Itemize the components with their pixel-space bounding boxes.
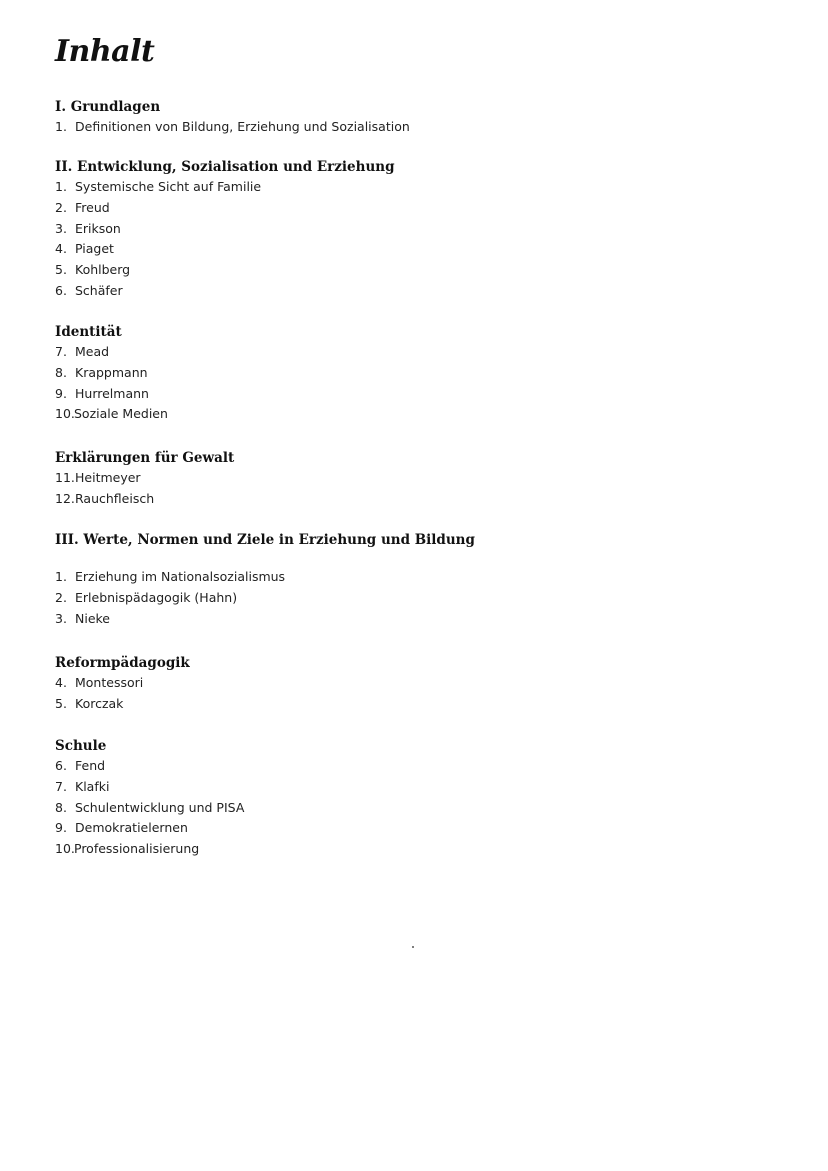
item-number: 9. [55, 820, 67, 836]
list-item [55, 363, 775, 384]
section-entwicklung [55, 158, 775, 302]
list-item [55, 281, 775, 302]
list-item [55, 673, 775, 694]
item-number: 7. [55, 344, 67, 359]
item-number: 6. [55, 282, 67, 298]
item-list [55, 342, 775, 425]
item-text: Klafki [75, 778, 110, 794]
section-heading: II. Entwicklung, Sozialisation und Erziehung [55, 159, 395, 175]
item-text: Erziehung im Nationalsozialismus [75, 569, 286, 584]
item-text: Soziale Medien [74, 406, 168, 422]
list-item [55, 839, 775, 860]
list-item [55, 756, 775, 777]
gap [55, 550, 775, 567]
item-text: Freud [75, 199, 110, 215]
item-text: Schulentwicklung und PISA [75, 799, 245, 815]
item-text: Mead [75, 344, 110, 359]
list-item [55, 588, 775, 609]
item-list [55, 567, 775, 629]
item-list [55, 756, 775, 860]
item-text: Rauchfleisch [75, 490, 155, 506]
section-heading: Identität [55, 324, 122, 340]
item-number: 3. [55, 220, 67, 236]
section-heading: I. Grundlagen [55, 99, 161, 115]
item-text: Definitionen von Bildung, Erziehung und Sozialisation [75, 119, 410, 134]
item-number: 5. [55, 262, 67, 278]
section-werte-normen [55, 531, 775, 629]
section-reformpaedagogik [55, 654, 775, 715]
page-title: Inhalt [55, 34, 155, 69]
list-item [55, 567, 775, 588]
item-number: 4. [55, 241, 67, 257]
item-text: Systemische Sicht auf Familie [75, 179, 262, 194]
item-text: Erikson [75, 220, 121, 236]
item-text: Schäfer [75, 282, 123, 298]
page-mark [412, 946, 414, 948]
list-item [55, 198, 775, 219]
list-item [55, 609, 775, 630]
item-list [55, 673, 775, 715]
item-number: 5. [55, 695, 67, 711]
list-item [55, 468, 775, 489]
item-number: 1. [55, 179, 67, 194]
list-item [55, 342, 775, 363]
list-item [55, 260, 775, 281]
item-number: 8. [55, 799, 67, 815]
item-number: 1. [55, 569, 67, 584]
item-number: 2. [55, 589, 67, 605]
item-text: Piaget [75, 241, 114, 257]
section-gewalt [55, 449, 775, 510]
item-number: 8. [55, 364, 67, 380]
item-text: Hurrelmann [75, 385, 149, 401]
item-number: 10. [55, 841, 75, 857]
section-heading: III. Werte, Normen und Ziele in Erziehung und Bildung [55, 532, 475, 548]
list-item [55, 239, 775, 260]
list-item [55, 694, 775, 715]
list-item [55, 777, 775, 798]
item-text: Krappmann [75, 364, 148, 380]
item-text: Professionalisierung [74, 841, 200, 857]
item-number: 6. [55, 758, 67, 773]
section-grundlagen [55, 98, 775, 138]
item-number: 1. [55, 119, 67, 134]
list-item [55, 177, 775, 198]
section-schule [55, 737, 775, 860]
list-item [55, 798, 775, 819]
section-heading: Schule [55, 738, 107, 754]
item-text: Erlebnispädagogik (Hahn) [75, 589, 238, 605]
item-text: Heitmeyer [75, 470, 141, 485]
list-item [55, 489, 775, 510]
item-number: 11. [55, 470, 75, 485]
item-number: 7. [55, 778, 67, 794]
item-text: Nieke [75, 610, 110, 626]
item-text: Montessori [75, 675, 144, 690]
list-item [55, 404, 775, 425]
section-identitaet [55, 323, 775, 425]
item-number: 2. [55, 199, 67, 215]
item-number: 3. [55, 610, 67, 626]
item-number: 12. [55, 490, 75, 506]
item-list [55, 468, 775, 510]
section-heading: Reformpädagogik [55, 655, 190, 671]
item-number: 9. [55, 385, 67, 401]
item-number: 4. [55, 675, 67, 690]
item-list [55, 117, 775, 138]
item-list [55, 177, 775, 302]
list-item [55, 384, 775, 405]
list-item [55, 219, 775, 240]
item-text: Fend [75, 758, 106, 773]
section-heading: Erklärungen für Gewalt [55, 450, 235, 466]
item-text: Kohlberg [75, 262, 131, 278]
item-number: 10. [55, 406, 75, 422]
list-item [55, 818, 775, 839]
item-text: Demokratielernen [75, 820, 188, 836]
list-item [55, 117, 775, 138]
item-text: Korczak [75, 695, 124, 711]
